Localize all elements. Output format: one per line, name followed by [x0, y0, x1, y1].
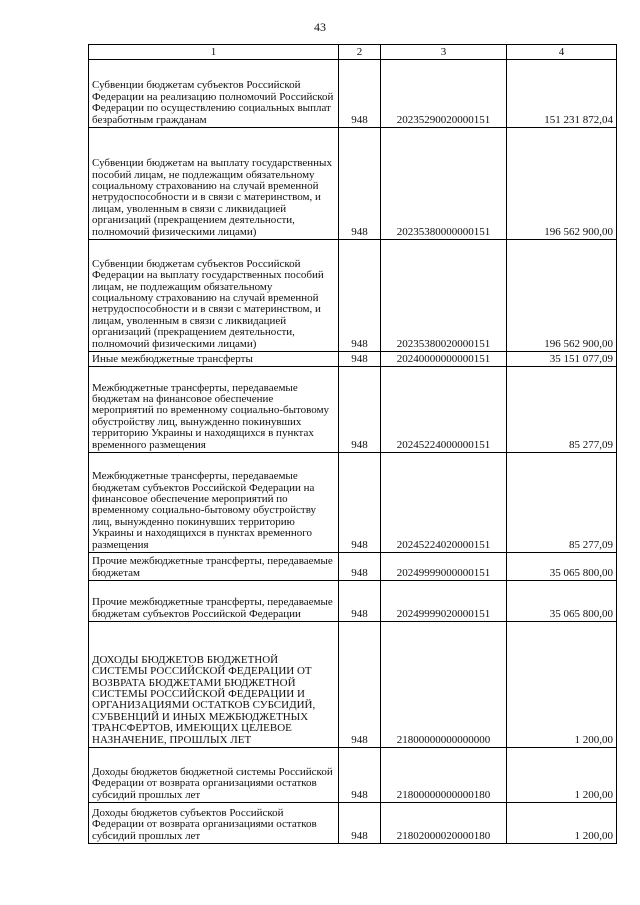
row-admin-code: 948 — [339, 128, 381, 240]
row-name: Прочие межбюджетные трансферты, передаваемые бюджетам — [89, 553, 339, 581]
row-name: Прочие межбюджетные трансферты, передаваемые бюджетам субъектов Российской Федерации — [89, 581, 339, 622]
row-amount: 1 200,00 — [507, 748, 617, 803]
row-amount: 196 562 900,00 — [507, 128, 617, 240]
column-header: 2 — [339, 45, 381, 60]
table-row — [89, 240, 617, 352]
column-header: 1 — [89, 45, 339, 60]
row-amount: 196 562 900,00 — [507, 240, 617, 352]
row-name: Межбюджетные трансферты, передаваемые бюджетам субъектов Российской Федерации на финансовое обеспечение мероприятий по временному социально-бытовому обустройству лиц, вынужденно покинувших территорию Украины и находящихся в пунктах временного размещения — [89, 453, 339, 553]
row-classification-code: 21800000000000180 — [381, 748, 507, 803]
row-classification-code: 20249999000000151 — [381, 553, 507, 581]
row-classification-code: 20249999020000151 — [381, 581, 507, 622]
row-admin-code: 948 — [339, 803, 381, 844]
revenue-table — [88, 44, 617, 844]
row-classification-code: 21800000000000000 — [381, 622, 507, 748]
row-admin-code: 948 — [339, 581, 381, 622]
row-name: Межбюджетные трансферты, передаваемые бюджетам на финансовое обеспечение мероприятий по временному социально-бытовому обустройству лиц, вынужденно покинувших территорию Украины и находящихся в пунктах временного размещения — [89, 367, 339, 453]
column-number-row — [89, 45, 617, 60]
row-classification-code: 20235380000000151 — [381, 128, 507, 240]
row-amount: 85 277,09 — [507, 367, 617, 453]
row-classification-code: 20245224020000151 — [381, 453, 507, 553]
table-row — [89, 453, 617, 553]
table-row — [89, 803, 617, 844]
table-row — [89, 352, 617, 367]
row-name: Иные межбюджетные трансферты — [89, 352, 339, 367]
row-admin-code: 948 — [339, 748, 381, 803]
row-name: Субвенции бюджетам субъектов Российской Федерации на реализацию полномочий Российской Федерации по осуществлению социальных выплат безработным гражданам — [89, 60, 339, 128]
row-classification-code: 20245224000000151 — [381, 367, 507, 453]
table-row — [89, 581, 617, 622]
row-amount: 85 277,09 — [507, 453, 617, 553]
row-admin-code: 948 — [339, 60, 381, 128]
row-admin-code: 948 — [339, 352, 381, 367]
row-name: ДОХОДЫ БЮДЖЕТОВ БЮДЖЕТНОЙ СИСТЕМЫ РОССИЙСКОЙ ФЕДЕРАЦИИ ОТ ВОЗВРАТА БЮДЖЕТАМИ БЮДЖЕТНОЙ СИСТЕМЫ РОССИЙСКОЙ ФЕДЕРАЦИИ И ОРГАНИЗАЦИЯМИ ОСТАТКОВ СУБСИДИЙ, СУБВЕНЦИЙ И ИНЫХ МЕЖБЮДЖЕТНЫХ ТРАНСФЕРТОВ, ИМЕЮЩИХ ЦЕЛЕВОЕ НАЗНАЧЕНИЕ, ПРОШЛЫХ ЛЕТ — [89, 622, 339, 748]
row-admin-code: 948 — [339, 622, 381, 748]
row-name: Субвенции бюджетам субъектов Российской Федерации на выплату государственных пособий лицам, не подлежащим обязательному социальному страхованию на случай временной нетрудоспособности и в связи с материнством, и лицам, уволенным в связи с ликвидацией организаций (прекращением деятельности, полномочий физическими лицами) — [89, 240, 339, 352]
row-name: Доходы бюджетов субъектов Российской Федерации от возврата организациями остатков субсидий прошлых лет — [89, 803, 339, 844]
row-admin-code: 948 — [339, 453, 381, 553]
column-header: 3 — [381, 45, 507, 60]
table-row — [89, 367, 617, 453]
table-row — [89, 622, 617, 748]
row-amount: 1 200,00 — [507, 803, 617, 844]
row-classification-code: 21802000020000180 — [381, 803, 507, 844]
row-name: Доходы бюджетов бюджетной системы Российской Федерации от возврата организациями остатков субсидий прошлых лет — [89, 748, 339, 803]
table-row — [89, 128, 617, 240]
row-amount: 151 231 872,04 — [507, 60, 617, 128]
row-classification-code: 20235380020000151 — [381, 240, 507, 352]
row-name: Субвенции бюджетам на выплату государственных пособий лицам, не подлежащим обязательному социальному страхованию на случай временной нетрудоспособности и в связи с материнством, и лицам, уволенным в связи с ликвидацией организаций (прекращением деятельности, полномочий физическими лицами) — [89, 128, 339, 240]
page-number: 43 — [314, 20, 326, 34]
table-row — [89, 748, 617, 803]
row-classification-code: 20240000000000151 — [381, 352, 507, 367]
row-amount: 1 200,00 — [507, 622, 617, 748]
row-admin-code: 948 — [339, 553, 381, 581]
table-row — [89, 60, 617, 128]
row-admin-code: 948 — [339, 240, 381, 352]
row-amount: 35 065 800,00 — [507, 553, 617, 581]
row-amount: 35 151 077,09 — [507, 352, 617, 367]
column-header: 4 — [507, 45, 617, 60]
row-classification-code: 20235290020000151 — [381, 60, 507, 128]
row-admin-code: 948 — [339, 367, 381, 453]
table-row — [89, 553, 617, 581]
row-amount: 35 065 800,00 — [507, 581, 617, 622]
